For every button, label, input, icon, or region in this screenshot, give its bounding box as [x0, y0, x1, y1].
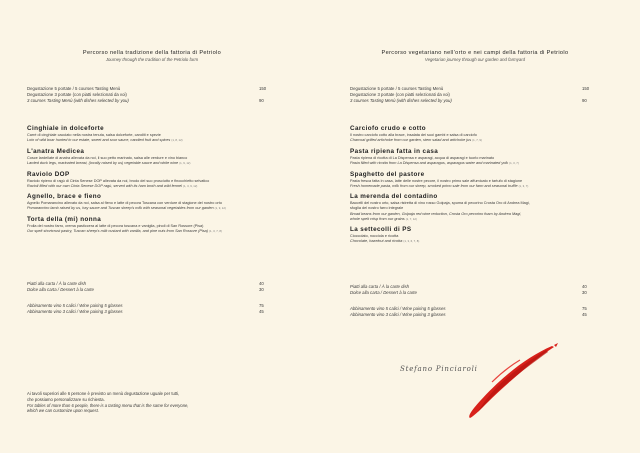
extra-prices — [27, 281, 277, 315]
extra-prices — [350, 284, 600, 318]
dish-description-it: Baccelli del nostro orto, salsa ristretta di vino rosso Golpaja, spuma di pecorino Crosta Oro di Andrea Magi, — [350, 201, 530, 206]
price-value: 150 — [582, 86, 590, 91]
dish-item — [350, 148, 600, 166]
section-header — [350, 50, 600, 62]
price-value: 40 — [582, 284, 587, 289]
dish-item — [27, 216, 277, 234]
price-label: Degustazione 5 portate / 5 courses Tasting Menù — [350, 86, 444, 91]
price-row — [350, 98, 600, 104]
price-label: Abbinamento vino 3 calici / Wine pairing 3 glasses — [27, 309, 123, 314]
note-line: che possiamo personalizzare su richiesta. — [27, 396, 105, 402]
price-label: 3 courses Tasting Menù (with dishes selected by you) — [350, 98, 452, 103]
note-line: For tables of more than 6 people, there is a tasting menu that is the same for everyone, — [27, 402, 189, 408]
dish-name: Cinghiale in dolceforte — [27, 125, 105, 132]
allergens: (1, 3, 7) — [509, 160, 519, 165]
price-value: 30 — [582, 290, 587, 295]
price-label: Degustazione 3 portate (con piatti selezionati da voi) — [350, 92, 450, 97]
dish-name: La merenda del contadino — [350, 193, 438, 201]
dish-description-en: Ravioli filled with our own Cinta Senese DOP ragù, served with its ham broth and wild fennel (1, 3, 9, 12) — [27, 183, 198, 188]
price-row — [27, 309, 277, 315]
allergens: (1, 3, 7) — [518, 183, 529, 188]
price-row — [350, 312, 600, 318]
dish-name: Raviolo DOP — [27, 170, 70, 178]
dish-name: Carciofo crudo e cotto — [350, 125, 426, 132]
dish-description-it: Cioccolato, nocciola e ricotta — [350, 234, 399, 239]
dish-description-en: Loin of wild boar hunted in our estate, sweet and sour sauce, candied fruit and spices (1, 8, 12) — [27, 138, 183, 143]
dish-description-en: Chocolate, hazelnut and ricotta (1, 3, 6, 7, 8) — [350, 239, 420, 244]
price-row — [27, 98, 277, 104]
dish-description-en: Our spelt shortcrust pastry, Tuscan sheep's milk custard with vanilla, and pine nuts from San Rossore (Pisa) (1, 3, 7, 8) — [27, 229, 222, 234]
price-label: 3 courses Tasting Menù (with dishes selected by you) — [27, 98, 129, 103]
dish-description-it: Il nostro carciofo cotto alla brace, insalata dei suoi gambi e salsa di carciofo — [350, 133, 477, 137]
price-label: Abbinamento vino 3 calici / Wine pairing 3 glasses — [350, 312, 446, 317]
dish-description-en: Charcoal grilled artichoke from our garden, stem salad and artichoke jus (1, 7, 9) — [350, 138, 482, 143]
dish-name: Agnello, brace e fieno — [27, 193, 102, 201]
spacer — [350, 296, 600, 306]
price-label: Abbinamento vino 5 calici / Wine pairing 5 glasses — [350, 306, 446, 311]
dish-name: Spaghetto del pastore — [350, 170, 425, 178]
dish-description-en: Pomarancino lamb raised by us, hay sauce and Tuscan sheep's milk with seasonal vegetables from our garden (1, 9, 12) — [27, 206, 226, 211]
price-value: 40 — [259, 281, 264, 286]
dish-description-it: Raviolo ripieno di ragù di Cinta Senese DOP allevata da noi, brodo del suo prosciutto e finocchietto selvatico — [27, 178, 210, 183]
allergens: (1, 8, 12) — [171, 138, 183, 143]
chef-signature: Stefano Pinciaroli — [400, 365, 478, 373]
dish-item — [350, 226, 600, 244]
dish-description-it: Agnello Pomarancino allevato da noi, salsa al fieno e latte di pecora Toscana con verdure di stagione del nostro orto — [27, 201, 222, 206]
note-line: Ai tavoli superiori alle 6 persone è previsto un menù degustazione uguale per tutti, — [27, 391, 180, 396]
dish-description-it: Frolla del nostro farro, crema pasticcera al latte di pecora toscana e vaniglia, pinoli di San Rossore (Pisa) — [27, 224, 204, 229]
dish-item — [27, 148, 277, 166]
allergens: (1, 3, 6, 7, 8) — [403, 239, 420, 244]
price-value: 30 — [259, 287, 264, 292]
allergens: (1, 3, 7, 8) — [209, 229, 222, 234]
price-label: Piatti alla carta / À la carte dish — [350, 284, 409, 289]
allergens: (1, 9, 12) — [179, 160, 191, 165]
dish-description-en: Pasta filled with ricotta from La Dispensa and asparagus, asparagus water and marinated yolk (1, 3, 7) — [350, 160, 519, 165]
price-value: 90 — [582, 98, 587, 103]
price-label: Dolce alla carta / Dessert à la carte — [350, 290, 417, 295]
price-label: Dolce alla carta / Dessert à la carte — [27, 287, 94, 292]
dish-description-en: Broad beans from our garden, Golpaja red wine reduction, Crosta Oro pecorino foam by Andrea Magi, — [350, 211, 522, 216]
dish-item — [27, 193, 277, 211]
dish-name: L'anatra Medicea — [27, 147, 85, 155]
allergens: (1, 9, 12) — [214, 206, 226, 211]
dish-name: La settecolli di PS — [350, 226, 412, 234]
price-label: Piatti alla carta / À la carte dish — [27, 281, 86, 286]
dish-item — [350, 193, 600, 221]
price-row — [27, 287, 277, 293]
section-subtitle: Journey through the tradition of the Petriolo farm — [105, 57, 199, 62]
dish-name: Pasta ripiena fatta in casa — [350, 147, 439, 155]
dish-item — [350, 171, 600, 189]
price-label: Degustazione 5 portate / 5 courses Tasting Menù — [27, 86, 121, 91]
allergens: (1, 7, 9) — [472, 138, 482, 143]
price-value: 150 — [259, 86, 267, 91]
price-label: Abbinamento vino 5 calici / Wine pairing 5 glasses — [27, 303, 123, 308]
dish-description-en: Larded duck legs, marinated breast, (locally raised by us) vegetable sauce and white wine (1, 9, 12) — [27, 160, 191, 165]
dish-description-it: Cosce lardellate di anatra allevata da noi, il suo petto marinato, salsa alle verdure e vino bianco — [27, 155, 188, 160]
group-note — [27, 391, 257, 414]
allergens: (1, 3, 9, 12) — [183, 183, 198, 188]
dish-description-it: Carrè di cinghiale cacciato nella nostra tenuta, salsa dolceforte, canditi e spezie — [27, 133, 161, 137]
price-value: 45 — [582, 312, 587, 317]
dish-name: Torta della (mi) nonna — [27, 216, 102, 224]
allergens: (1, 7, 12) — [405, 216, 417, 221]
dish-item — [350, 125, 600, 143]
price-value: 90 — [259, 98, 264, 103]
section-subtitle: Vegetarian journey through our garden and farmyard — [424, 57, 526, 62]
price-value: 75 — [259, 303, 264, 308]
dish-description-it: Pasta fresca fatta in casa, latte delle nostre pecore, il nostro primo sale affumicato e tartufo di stagione — [350, 178, 523, 183]
note-line: which we can customize upon request. — [27, 408, 99, 414]
tasting-prices — [27, 86, 277, 104]
spacer — [27, 293, 277, 303]
section-header — [27, 50, 277, 62]
dish-list — [350, 125, 600, 249]
dish-list — [27, 125, 277, 239]
price-label: Degustazione 3 portate (con piatti selezionati da voi) — [27, 92, 127, 97]
dish-description-en: Fresh homemade pasta, milk from our sheep, smoked primo sale from our farm and seasonal truffle (1, 3, 7) — [350, 183, 529, 188]
section-title: Percorso nella tradizione della fattoria di Petriolo — [82, 50, 222, 56]
dish-description-it: sfoglia del nostro farro integrale — [350, 206, 404, 211]
price-row — [350, 290, 600, 296]
price-value: 45 — [259, 309, 264, 314]
section-title: Percorso vegetariano nell'orto e nei campi della fattoria di Petriolo — [381, 50, 569, 56]
red-brushstroke-logo — [460, 342, 560, 422]
dish-item — [27, 171, 277, 189]
dish-description-it: Pasta ripiena di ricotta di La Dispensa e asparagi, acqua di asparagi e tuorlo marinato — [350, 155, 495, 160]
dish-item — [27, 125, 277, 143]
dish-description-en: whole spelt crisp from our grains (1, 7, 12) — [350, 216, 417, 221]
tasting-prices — [350, 86, 600, 104]
price-value: 75 — [582, 306, 587, 311]
